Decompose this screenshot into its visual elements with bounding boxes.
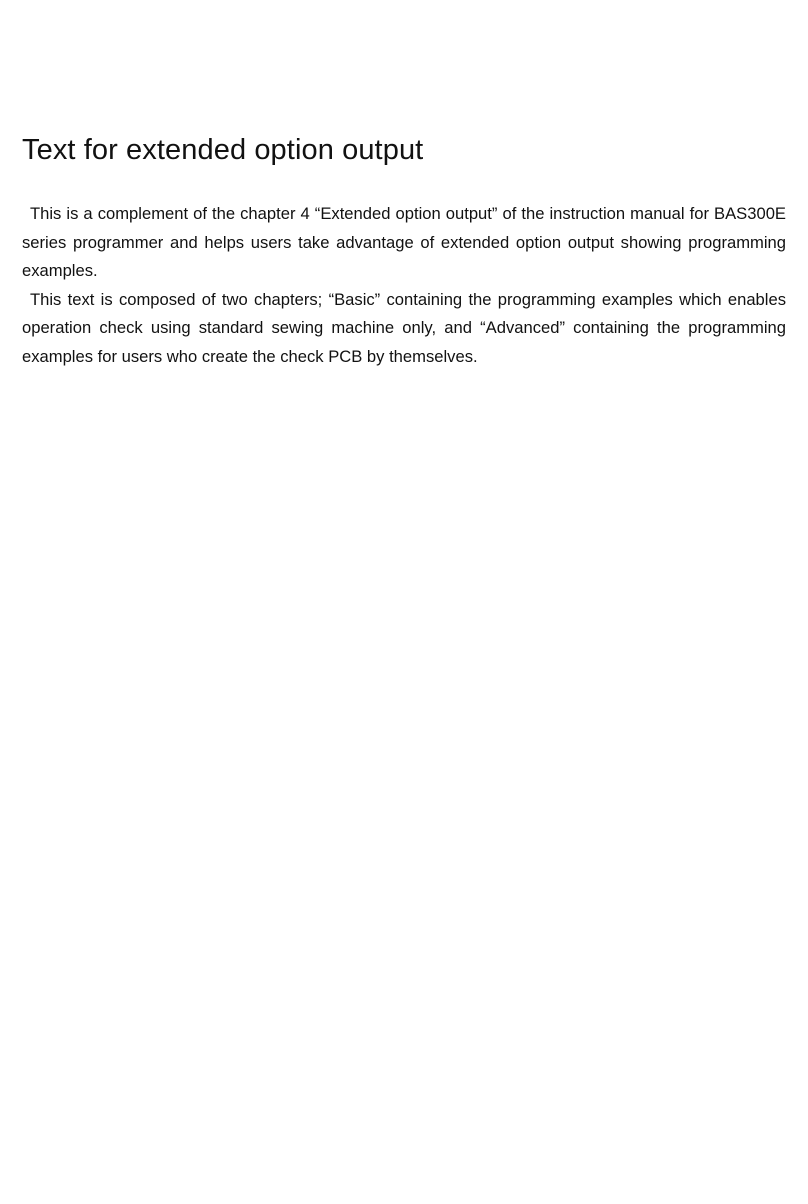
intro-paragraph: This is a complement of the chapter 4 “Extended option output” of the instruction manual for BAS300E series programmer and helps users take advantage of extended option output showing programming examples. xyxy=(22,204,786,281)
chapters-paragraph: This text is composed of two chapters; “Basic” containing the programming examples which enables operation check using standard sewing machine only, and “Advanced” containing the programming examples for users who create the check PCB by themselves. xyxy=(22,289,786,366)
body-text xyxy=(22,200,786,372)
page-title: Text for extended option output xyxy=(22,134,424,166)
